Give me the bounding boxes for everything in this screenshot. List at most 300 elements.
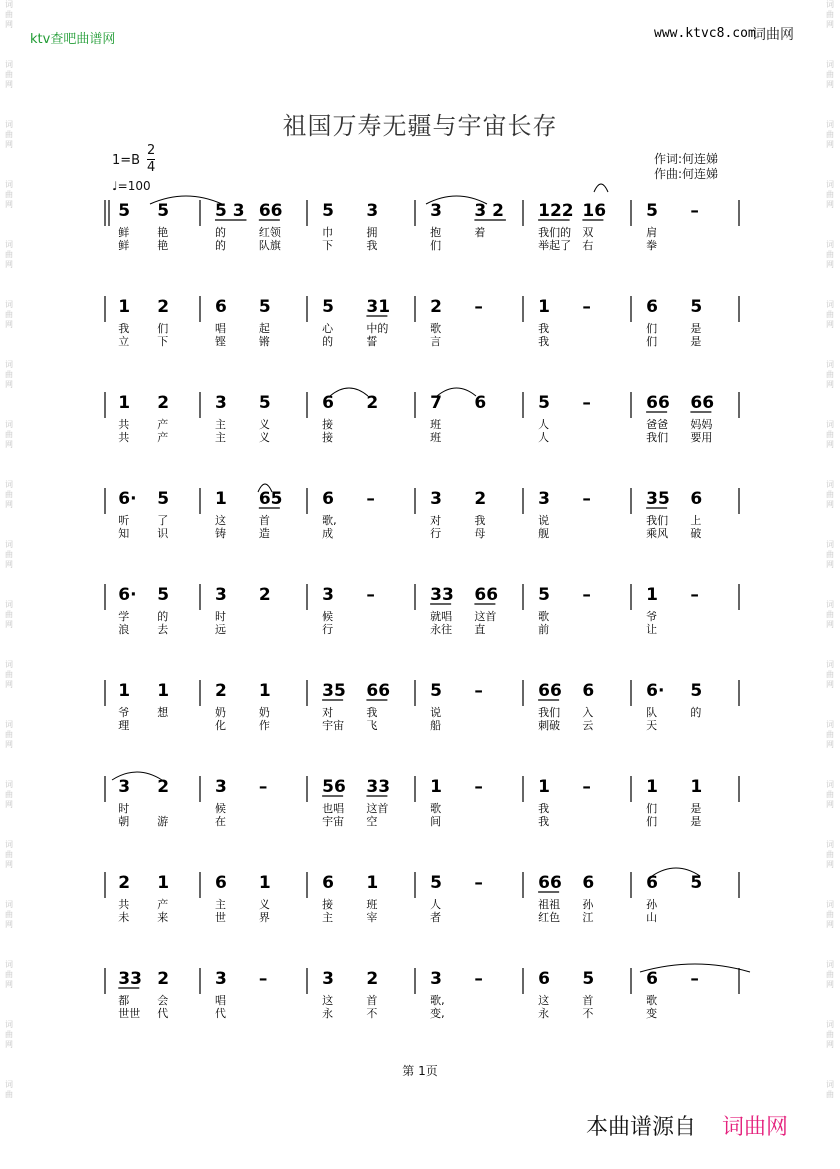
lyric-1: 首 [366, 994, 378, 1007]
lyric-2: 来 [157, 911, 169, 924]
lyric-1: 时 [118, 802, 130, 815]
note: 65 [258, 489, 283, 509]
lyric-1: 的 [157, 610, 169, 623]
lyric-2: 在 [214, 815, 226, 828]
note: – [690, 969, 699, 989]
watermark-char: 词 [5, 960, 13, 969]
lyric-1: 巾 [322, 226, 334, 239]
watermark-char: 网 [5, 200, 13, 209]
watermark-char: 曲 [826, 730, 834, 739]
lyric-2: 天 [646, 719, 658, 732]
note: 66 [538, 681, 562, 701]
watermark-char: 曲 [5, 730, 13, 739]
watermark-char: 词 [5, 900, 13, 909]
note: 2 [366, 393, 379, 413]
watermark-char: 曲 [5, 610, 13, 619]
header-url[interactable]: www.ktvc8.com [654, 26, 756, 41]
lyric-2: 理 [118, 719, 130, 732]
lyric-2: 言 [430, 335, 442, 348]
watermark-char: 词 [5, 660, 13, 669]
watermark-char: 曲 [826, 310, 834, 319]
lyric-2: 我 [538, 815, 550, 828]
note: 33 [366, 777, 391, 797]
note: 5 [690, 873, 703, 893]
note: – [258, 969, 268, 989]
note: 1 [157, 873, 170, 893]
watermark-char: 曲 [826, 10, 834, 19]
lyric-1: 产 [157, 418, 169, 431]
note: 5 [430, 873, 442, 893]
lyric-1: 这 [322, 994, 334, 1007]
watermark-char: 词 [826, 240, 834, 249]
watermark-char: 词 [826, 720, 834, 729]
lyric-2: 作 [258, 719, 270, 732]
lyric-2: 下 [322, 239, 334, 252]
watermark-char: 词 [826, 1020, 834, 1029]
note: 2 [157, 969, 170, 989]
lyric-1: 起 [258, 322, 270, 335]
note: 5 3 [214, 201, 245, 221]
lyric-1: 学 [118, 610, 130, 623]
note: 6 [322, 873, 334, 893]
note: – [582, 777, 591, 797]
note: – [474, 777, 483, 797]
lyric-1: 奶 [258, 706, 270, 719]
note: 3 [430, 201, 442, 221]
lyric-1: 们 [157, 322, 169, 335]
watermark-char: 网 [5, 560, 13, 569]
lyric-2: 艳 [157, 239, 169, 252]
lyric-2: 不 [366, 1007, 378, 1020]
lyric-1: 义 [258, 898, 270, 911]
watermark-char: 网 [826, 140, 834, 149]
lyric-1: 班 [430, 418, 442, 431]
lyric-1: 歌, [322, 514, 337, 527]
lyric-1: 时 [214, 610, 226, 623]
watermark-char: 词 [826, 840, 834, 849]
lyric-1: 们 [646, 322, 658, 335]
note: 3 2 [474, 201, 504, 221]
watermark-char: 曲 [5, 430, 13, 439]
note: 35 [646, 489, 670, 509]
note: 122 [538, 201, 574, 221]
footer-site-link[interactable]: 词曲网 [722, 1115, 789, 1140]
note: – [474, 969, 483, 989]
header-site-name[interactable]: ktv查吧曲谱网 [30, 32, 116, 47]
watermark-char: 曲 [826, 250, 834, 259]
note: 2 [157, 393, 170, 413]
lyric-1: 都 [118, 994, 130, 1007]
lyric-2: 世 [214, 911, 226, 924]
quarter-note-icon: ♩ [112, 179, 118, 193]
watermark-char: 曲 [826, 970, 834, 979]
lyric-2: 刺破 [538, 719, 561, 732]
lyric-1: 了 [157, 514, 169, 527]
lyric-1: 我 [118, 322, 130, 335]
lyric-2: 变, [430, 1007, 445, 1020]
lyric-1: 候 [214, 802, 226, 815]
lyric-1: 肩 [646, 226, 658, 239]
lyric-2: 行 [430, 527, 442, 540]
note: 1 [366, 873, 379, 893]
watermark-char: 曲 [5, 670, 13, 679]
watermark-char: 网 [826, 320, 834, 329]
lyric-1: 奶 [214, 706, 226, 719]
lyric-2: 主 [214, 431, 226, 444]
lyric-2: 们 [646, 815, 658, 828]
lyric-2: 鲜 [118, 239, 130, 252]
lyric-1: 我 [474, 514, 486, 527]
lyric-1: 我 [366, 706, 378, 719]
watermark-char: 网 [826, 260, 834, 269]
watermark-char: 网 [826, 20, 834, 29]
watermark-char: 词 [826, 540, 834, 549]
watermark-char: 曲 [826, 1090, 834, 1099]
watermark-char: 网 [826, 380, 834, 389]
watermark-char: 词 [826, 780, 834, 789]
note: 2 [366, 969, 379, 989]
note: – [366, 489, 375, 509]
lyric-2: 永 [322, 1007, 334, 1020]
header-logo[interactable]: 词曲网 [752, 27, 794, 43]
watermark-char: 词 [826, 120, 834, 129]
footer-source-label: 本曲谱源自 [586, 1115, 697, 1140]
lyric-1: 歌 [430, 322, 442, 335]
note: 6 [214, 873, 227, 893]
note: – [690, 585, 699, 605]
note: 5 [538, 585, 550, 605]
watermark-char: 网 [826, 920, 834, 929]
watermark-char: 网 [826, 80, 834, 89]
watermark-char: 曲 [5, 550, 13, 559]
lyric-1: 是 [690, 802, 702, 815]
note: 33 [118, 969, 142, 989]
watermark-char: 词 [826, 660, 834, 669]
note: 1 [646, 777, 658, 797]
note: 5 [157, 489, 170, 509]
watermark-char: 曲 [5, 310, 13, 319]
lyric-1: 爷 [118, 706, 130, 719]
note: 3 [214, 969, 227, 989]
watermark-char: 曲 [5, 250, 13, 259]
note: – [690, 201, 699, 221]
lyric-2: 界 [258, 911, 270, 924]
note: 1 [258, 873, 271, 893]
lyric-1: 首 [258, 514, 270, 527]
note: 66 [646, 393, 670, 413]
note: 1 [157, 681, 170, 701]
watermark-char: 曲 [5, 370, 13, 379]
watermark-char: 词 [5, 180, 13, 189]
slur [437, 388, 476, 396]
lyric-1: 歌 [646, 994, 658, 1007]
lyric-2: 是 [690, 335, 702, 348]
lyric-2: 空 [366, 815, 378, 828]
note: 6 [322, 393, 334, 413]
lyric-2: 要用 [690, 431, 713, 444]
watermark-char: 曲 [5, 130, 13, 139]
lyric-1: 歌 [430, 802, 442, 815]
lyric-1: 说 [538, 514, 550, 527]
lyric-2: 义 [258, 431, 270, 444]
lyric-1: 候 [322, 610, 334, 623]
lyric-2: 飞 [366, 719, 378, 732]
note: 6 [646, 969, 658, 989]
watermark-char: 词 [826, 1080, 834, 1089]
note: 6 [690, 489, 703, 509]
lyric-1: 是 [690, 322, 702, 335]
lyric-2: 我 [366, 239, 378, 252]
lyric-1: 人 [538, 418, 550, 431]
watermark-char: 曲 [5, 190, 13, 199]
watermark-char: 网 [5, 920, 13, 929]
lyric-2: 宇宙 [322, 815, 345, 828]
watermark-char: 词 [5, 60, 13, 69]
note: – [582, 585, 591, 605]
watermark-char: 网 [826, 500, 834, 509]
note: 3 [430, 969, 442, 989]
lyric-1: 歌, [430, 994, 445, 1007]
watermark-char: 曲 [826, 490, 834, 499]
note: 1 [118, 681, 131, 701]
note: 5 [582, 969, 595, 989]
watermark-char: 词 [5, 480, 13, 489]
watermark-char: 网 [5, 740, 13, 749]
lyric-2: 去 [157, 623, 169, 636]
note: 5 [322, 297, 334, 317]
lyric-1: 对 [430, 514, 442, 527]
lyric-1: 心 [322, 322, 334, 335]
watermark-char: 曲 [5, 490, 13, 499]
lyric-1: 说 [430, 706, 442, 719]
lyric-1: 想 [157, 706, 169, 719]
lyric-1: 会 [157, 994, 169, 1007]
note: 66 [474, 585, 499, 605]
lyric-2: 成 [322, 527, 334, 540]
note: 5 [690, 681, 703, 701]
watermark-char: 网 [5, 860, 13, 869]
lyric-2: 宇宙 [322, 719, 345, 732]
lyric-2: 云 [582, 719, 594, 732]
note: 1 [690, 777, 703, 797]
note: 2 [118, 873, 131, 893]
note: 2 [157, 297, 170, 317]
watermark-char: 曲 [826, 910, 834, 919]
note: 66 [258, 201, 283, 221]
note: 1 [538, 297, 550, 317]
lyric-1: 拥 [366, 226, 378, 239]
lyric-1: 也唱 [322, 802, 345, 815]
note: 6· [118, 585, 137, 605]
note: 6 [582, 681, 595, 701]
watermark-char: 词 [826, 600, 834, 609]
watermark-char: 网 [826, 560, 834, 569]
lyric-1: 我们 [538, 706, 561, 719]
lyric-2: 我 [538, 335, 550, 348]
note: 5 [157, 585, 170, 605]
lyric-2: 让 [646, 623, 658, 636]
watermark-char: 词 [5, 840, 13, 849]
time-signature-numerator: 2 [147, 143, 156, 158]
lyricist: 作词:何连娣 [654, 152, 719, 166]
lyric-2: 右 [582, 239, 594, 252]
lyric-2: 乘风 [646, 527, 669, 540]
note: 3 [118, 777, 131, 797]
key-signature: 1=B [112, 153, 141, 168]
lyric-1: 产 [157, 898, 169, 911]
note: 56 [322, 777, 346, 797]
lyric-2: 游 [157, 815, 169, 828]
note: 5 [157, 201, 170, 221]
note: 66 [690, 393, 715, 413]
watermark-char: 词 [826, 360, 834, 369]
lyric-2: 船 [430, 719, 442, 732]
lyric-1: 祖祖 [538, 898, 561, 911]
lyric-2: 铸 [214, 527, 226, 540]
watermark-char: 网 [5, 20, 13, 29]
lyric-1: 义 [258, 418, 270, 431]
lyric-2: 铿 [214, 335, 226, 348]
watermark-char: 网 [5, 800, 13, 809]
note: 6 [214, 297, 227, 317]
lyric-1: 孙 [646, 898, 658, 911]
watermark-char: 网 [5, 440, 13, 449]
lyric-1: 上 [690, 514, 702, 527]
watermark-char: 曲 [826, 70, 834, 79]
watermark-char: 词 [5, 360, 13, 369]
lyric-2: 代 [157, 1007, 169, 1020]
watermark-char: 网 [826, 200, 834, 209]
watermark-char: 网 [826, 680, 834, 689]
lyric-2: 们 [430, 239, 442, 252]
lyric-1: 这 [538, 994, 550, 1007]
time-signature-denominator: 4 [147, 160, 156, 175]
lyric-2: 是 [690, 815, 702, 828]
watermark-char: 词 [5, 420, 13, 429]
composer: 作曲:何连娣 [654, 167, 719, 181]
watermark-char: 曲 [5, 70, 13, 79]
lyric-1: 这 [214, 514, 226, 527]
lyric-2: 共 [118, 431, 130, 444]
watermark-char: 曲 [5, 1030, 13, 1039]
note: – [474, 297, 483, 317]
watermark-char: 词 [5, 300, 13, 309]
note: 3 [430, 489, 442, 509]
lyric-2: 我们 [646, 431, 669, 444]
lyric-2: 接 [322, 431, 334, 444]
lyric-1: 中的 [366, 322, 389, 335]
watermark-char: 网 [5, 380, 13, 389]
note: 6 [322, 489, 334, 509]
lyric-1: 对 [322, 706, 334, 719]
lyric-2: 锵 [258, 335, 270, 348]
watermark-char: 网 [826, 800, 834, 809]
lyric-1: 抱 [430, 226, 442, 239]
lyric-2: 化 [214, 719, 226, 732]
lyric-2: 舰 [538, 527, 550, 540]
lyric-1: 孙 [582, 898, 594, 911]
note: 3 [214, 777, 227, 797]
note: 1 [258, 681, 271, 701]
lyric-2: 红色 [538, 911, 561, 924]
note: 2 [214, 681, 227, 701]
watermark-char: 曲 [826, 370, 834, 379]
note: – [582, 489, 591, 509]
lyric-1: 我们的 [538, 226, 572, 239]
lyric-2: 江 [582, 911, 594, 924]
lyric-2: 识 [157, 527, 169, 540]
note: 6· [646, 681, 665, 701]
page-number: 第 1页 [402, 1064, 438, 1078]
lyric-1: 双 [582, 226, 594, 239]
lyric-1: 的 [690, 706, 702, 719]
note: 2 [157, 777, 170, 797]
lyric-2: 间 [430, 815, 442, 828]
lyric-2: 远 [214, 623, 226, 636]
watermark-char: 词 [5, 120, 13, 129]
watermark-char: 网 [5, 500, 13, 509]
lyric-2: 宰 [366, 911, 378, 924]
note: 31 [366, 297, 391, 317]
lyric-1: 妈妈 [690, 418, 713, 431]
lyric-1: 接 [322, 898, 334, 911]
slur [594, 184, 608, 192]
note: 16 [582, 201, 607, 221]
note: 6 [646, 873, 658, 893]
note: 5 [690, 297, 703, 317]
lyric-1: 共 [118, 898, 130, 911]
note: 3 [214, 393, 227, 413]
note: 1 [646, 585, 658, 605]
lyric-2: 山 [646, 911, 658, 924]
note: 3 [366, 201, 379, 221]
lyric-1: 我 [538, 802, 550, 815]
watermark-char: 曲 [826, 670, 834, 679]
note: 66 [538, 873, 562, 893]
lyric-2: 浪 [118, 623, 130, 636]
watermark-char: 网 [5, 1040, 13, 1049]
lyric-1: 艳 [157, 226, 169, 239]
lyric-2: 队旗 [258, 239, 281, 252]
lyric-2: 下 [157, 335, 169, 348]
lyric-1: 爸爸 [646, 418, 669, 431]
watermark-char: 网 [826, 980, 834, 989]
note: 7 [430, 393, 442, 413]
note: 35 [322, 681, 346, 701]
watermark-char: 曲 [826, 850, 834, 859]
watermark-char: 曲 [826, 1030, 834, 1039]
lyric-2: 破 [690, 527, 702, 540]
lyric-2: 立 [118, 335, 130, 348]
note: 3 [322, 969, 334, 989]
lyric-1: 们 [646, 802, 658, 815]
note: 6· [118, 489, 137, 509]
watermark-char: 网 [5, 260, 13, 269]
lyric-2: 永 [538, 1007, 550, 1020]
note: 1 [118, 393, 131, 413]
lyric-2: 拳 [646, 239, 658, 252]
watermark-char: 网 [5, 980, 13, 989]
lyric-2: 人 [538, 431, 550, 444]
lyric-2: 直 [474, 623, 486, 636]
note: 66 [366, 681, 391, 701]
lyric-2: 们 [646, 335, 658, 348]
note: 3 [322, 585, 334, 605]
watermark-char: 曲 [5, 970, 13, 979]
note: 1 [538, 777, 550, 797]
note: – [258, 777, 268, 797]
lyric-1: 歌 [538, 610, 550, 623]
